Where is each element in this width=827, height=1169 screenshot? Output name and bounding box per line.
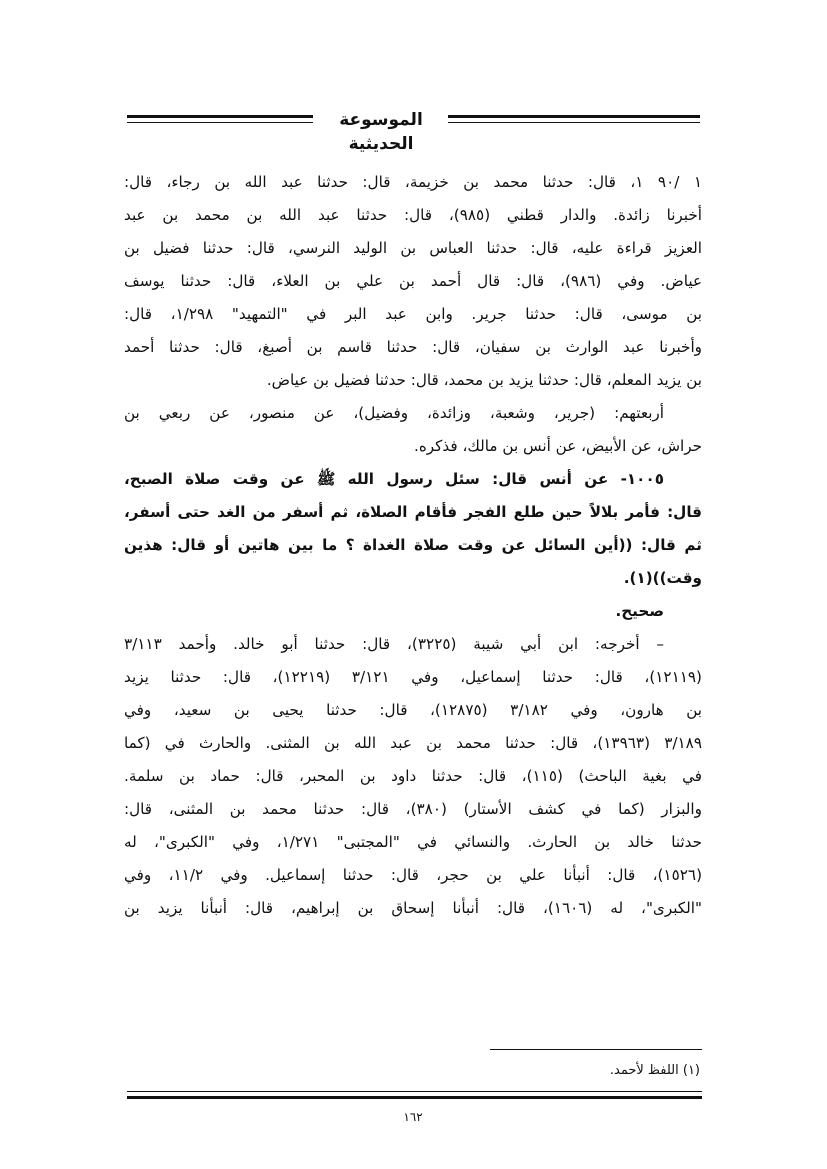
text-line: "الكبرى"، له (١٦٠٦)، قال: أنبأنا إسحاق بن إبراهيم، قال: أنبأنا يزيد بن xyxy=(124,899,702,917)
footnote-separator xyxy=(490,1049,702,1050)
text-line: حراش، عن الأبيض، عن أنس بن مالك، فذكره. xyxy=(414,437,702,455)
hadith-line: ١٠٠٥- عن أنس قال: سئل رسول الله ﷺ عن وقت صلاة الصبح، xyxy=(124,470,664,488)
text-line: وأخبرنا عبد الوارث بن سفيان، قال: حدثنا قاسم بن أصبغ، قال: حدثنا أحمد xyxy=(124,338,702,356)
header-rule-right xyxy=(448,115,700,123)
footer-rule xyxy=(127,1091,702,1099)
page-header xyxy=(127,108,700,154)
header-rule-left xyxy=(127,115,313,123)
text-line: بن يزيد المعلم، قال: حدثنا يزيد بن محمد، قال: حدثنا فضيل بن عياض. xyxy=(266,371,702,389)
text-line: العزيز قراءة عليه، قال: حدثنا العباس بن الوليد النرسي، قال: حدثنا فضيل بن xyxy=(124,239,702,257)
page-number: ١٦٢ xyxy=(403,1110,423,1124)
text-line: حدثنا خالد بن الحارث. والنسائي في "المجتبى" ١/٢٧١، وفي "الكبرى"، له xyxy=(124,833,702,851)
text-line: عياض. وفي (٩٨٦)، قال: قال أحمد بن علي بن العلاء، قال: حدثنا يوسف xyxy=(124,272,702,290)
text-line: والبزار (كما في كشف الأستار) (٣٨٠)، قال: حدثنا محمد بن المثنى، قال: xyxy=(124,800,702,818)
grade-label: صحيح. xyxy=(615,602,664,620)
text-body xyxy=(124,166,702,925)
text-line: أخبرنا زائدة. والدار قطني (٩٨٥)، قال: حدثنا عبد الله بن محمد بن عبد xyxy=(124,206,702,224)
text-line: بن موسى، قال: حدثنا جرير. وابن عبد البر في "التمهيد" ١/٢٩٨، قال: xyxy=(124,305,702,323)
text-line: – أخرجه: ابن أبي شيبة (٣٢٢٥)، قال: حدثنا أبو خالد. وأحمد ٣/١١٣ xyxy=(124,635,664,653)
text-line: في بغية الباحث) (١١٥)، قال: حدثنا داود بن المحبر، قال: حماد بن سلمة. xyxy=(124,767,702,785)
text-line: بن هارون، وفي ٣/١٨٢ (١٢٨٧٥)، قال: حدثنا يحيى بن سعيد، وفي xyxy=(124,701,702,719)
text-line: (١٥٢٦)، قال: أنبأنا علي بن حجر، قال: حدثنا إسماعيل. وفي ١١/٢، وفي xyxy=(124,866,702,884)
header-title: الموسوعة الحديثية xyxy=(339,110,423,154)
hadith-line: قال: فأمر بلالاً حين طلع الفجر فأقام الصلاة، ثم أسفر من الغد حتى أسفر، xyxy=(124,503,702,521)
text-line: ١ /٩٠ ١، قال: حدثنا محمد بن خزيمة، قال: حدثنا عبد الله بن رجاء، قال: xyxy=(124,173,702,191)
footnote: (١) اللفظ لأحمد. xyxy=(609,1063,700,1078)
hadith-line: ثم قال: ((أين السائل عن وقت صلاة الغداة ؟ ما بين هاتين أو قال: هذين xyxy=(124,536,702,554)
hadith-line: وقت))(١). xyxy=(623,569,702,587)
text-line: ٣/١٨٩ (١٣٩٦٣)، قال: حدثنا محمد بن عبد الله بن المثنى. والحارث في (كما xyxy=(124,734,702,752)
text-line: أربعتهم: (جرير، وشعبة، وزائدة، وفضيل)، عن منصور، عن ربعي بن xyxy=(124,404,664,422)
text-line: (١٢١١٩)، قال: حدثنا إسماعيل، وفي ٣/١٢١ (١٢٢١٩)، قال: حدثنا يزيد xyxy=(124,668,702,686)
